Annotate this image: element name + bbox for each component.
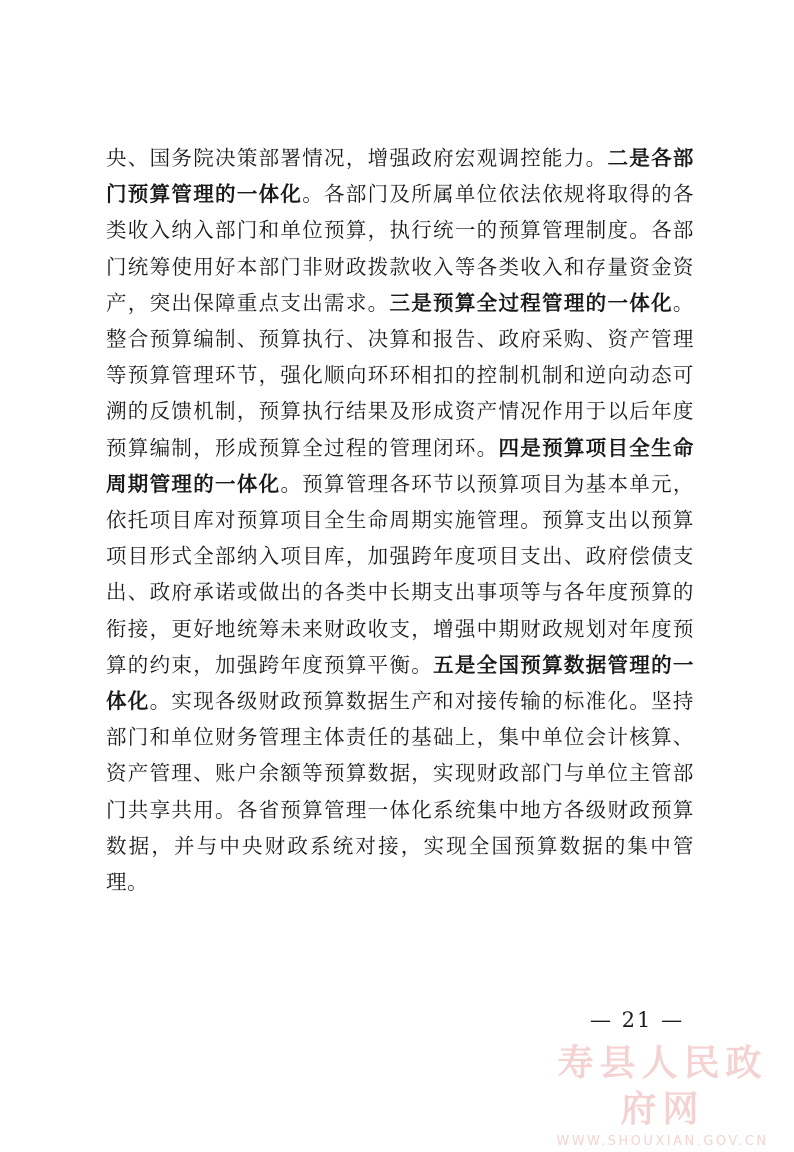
watermark (540, 1040, 785, 1152)
page-number: — 21 — (590, 1008, 685, 1032)
text-segment: 。预算管理各环节以预算项目为基本单元，依托项目库对预算项目全生命周期实施管理。预算支出以预算项目形式全部纳入项目库，加强跨年度项目支出、政府偿债支出、政府承诺或做出的各类中长期支出事项等与各年度预算的衔接，更好地统筹未来财政收支，增强中期财政规划对年度预算的约束，加强跨年度预算平衡。 (106, 471, 694, 677)
watermark-url: WWW.SHOUXIAN.GOV.CN (556, 1134, 769, 1149)
text-segment: 。各部门及所属单位依法依规将取得的各类收入纳入部门和单位预算，执行统一的预算管理制度。各部门统筹使用好本部门非财政拨款收入等各类收入和存量资金资产，突出保障重点支出需求。 (106, 182, 694, 315)
bold-heading-5: 五是全国预算数据管理的一体化 (106, 652, 695, 714)
bold-heading-4: 四是预算项目全生命周期管理的一体化 (106, 435, 694, 496)
watermark-title: 寿县人民政府网 (557, 1042, 768, 1130)
bold-heading-3: 三是预算全过程管理的一体化 (389, 290, 673, 315)
body-paragraph (106, 140, 694, 900)
bold-heading-2: 二是各部门预算管理的一体化 (106, 146, 694, 207)
text-segment: 央、国务院决策部署情况，增强政府宏观调控能力。 (106, 146, 608, 170)
text-segment: 。实现各级财政预算数据生产和对接传输的标准化。坚持部门和单位财务管理主体责任的基础上，集中单位会计核算、资产管理、账户余额等预算数据，实现财政部门与单位主管部门共享共用。各省预算管理一体化系统集中地方各级财政预算数据，并与中央财政系统对接，实现全国预算数据的集中管理。 (106, 689, 694, 895)
text-segment: 。整合预算编制、预算执行、决算和报告、政府采购、资产管理等预算管理环节，强化顺向环环相扣的控制机制和逆向动态可溯的反馈机制，预算执行结果及形成资产情况作用于以后年度预算编制，形成预算全过程的管理闭环。 (106, 290, 694, 460)
